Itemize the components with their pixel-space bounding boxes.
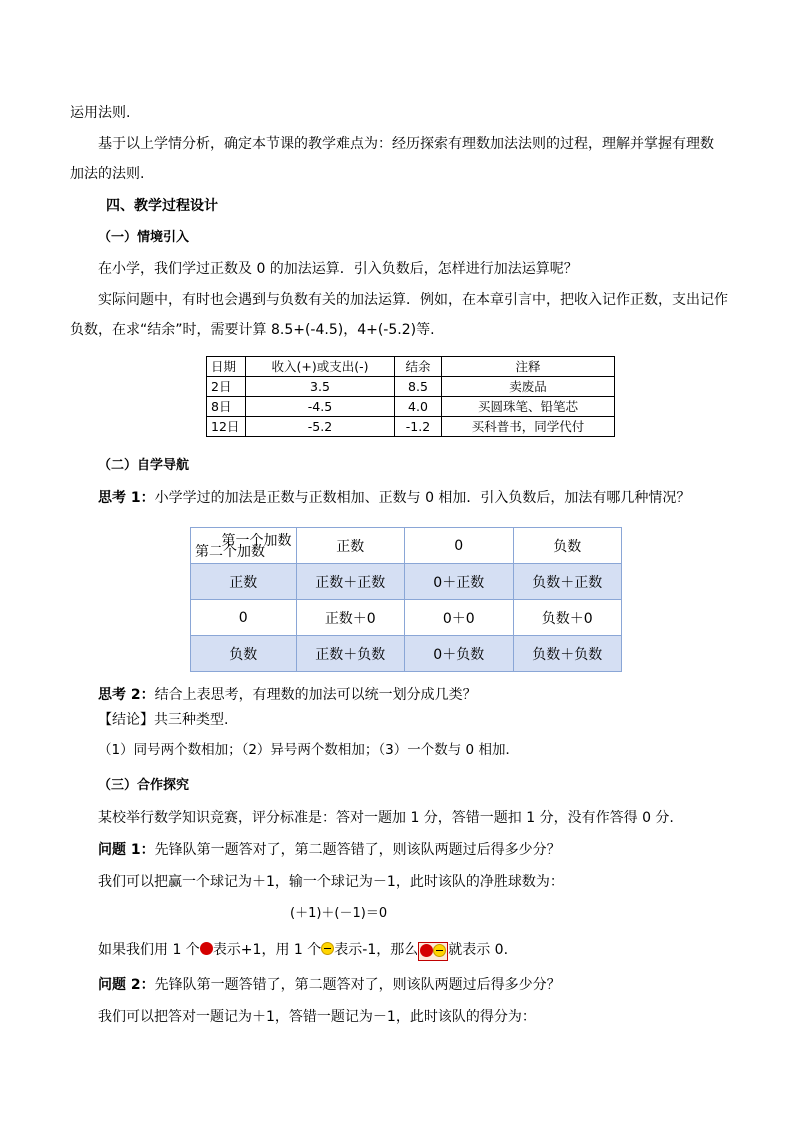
- paragraph-4b: 负数，在求“结余”时，需要计算 8.5+(-4.5)，4+(-5.2)等.: [70, 322, 435, 338]
- header-cell: 正数: [296, 528, 404, 564]
- table-row: [207, 377, 615, 397]
- table-cell: 2日: [207, 377, 246, 397]
- question-1-label: 问题 1：: [98, 842, 155, 858]
- addition-cases-table: [190, 527, 622, 672]
- header-cell: 结余: [395, 357, 442, 377]
- subheading-2: （二）自学导航: [98, 458, 190, 473]
- income-table: [206, 356, 615, 437]
- table-cell: 买圆珠笔、铅笔芯: [442, 397, 615, 417]
- question-1-text: 先锋队第一题答对了，第二题答错了，则该队两题过后得多少分？: [154, 842, 561, 858]
- question-2-text: 先锋队第一题答错了，第二题答对了，则该队两题过后得多少分？: [154, 977, 561, 993]
- equation-1: (＋1)＋(－1)＝0: [290, 906, 388, 921]
- corner-bottom-label: 第二个加数: [195, 544, 265, 560]
- table-cell: 正数＋0: [296, 600, 404, 636]
- red-ball-icon: [200, 942, 213, 955]
- table-cell: 0＋负数: [405, 636, 513, 672]
- question-1: [98, 840, 561, 860]
- header-cell: 收入(+)或支出(-): [246, 357, 395, 377]
- conclusion-text: 共三种类型.: [154, 712, 229, 728]
- conclusion: [98, 710, 228, 730]
- row-label: 0: [191, 600, 297, 636]
- section-heading-4: 四、教学过程设计: [106, 198, 218, 214]
- table-cell: 8日: [207, 397, 246, 417]
- paragraph-7-part-c: 表示-1，那么: [334, 942, 419, 958]
- paragraph-difficulty-1: 基于以上学情分析，确定本节课的教学难点为：经历探索有理数加法法则的过程，理解并掌握有理数: [98, 136, 714, 152]
- table-row: [207, 397, 615, 417]
- think-2: [98, 685, 477, 705]
- table-cell: 0＋0: [405, 600, 513, 636]
- question-2-label: 问题 2：: [98, 977, 155, 993]
- paragraph-4a: 实际问题中，有时也会遇到与负数有关的加法运算．例如，在本章引言中，把收入记作正数，支出记作: [98, 292, 728, 308]
- table-cell: 卖废品: [442, 377, 615, 397]
- table-cell: 负数＋0: [513, 600, 622, 636]
- header-cell: 日期: [207, 357, 246, 377]
- row-label: 正数: [191, 564, 297, 600]
- think-2-label: 思考 2：: [98, 687, 155, 703]
- table-row: [191, 564, 622, 600]
- table-cell: 4.0: [395, 397, 442, 417]
- table-cell: 3.5: [246, 377, 395, 397]
- think-1-text: 小学学过的加法是正数与正数相加、正数与 0 相加．引入负数后，加法有哪几种情况？: [154, 490, 691, 506]
- table-cell: -1.2: [395, 417, 442, 437]
- table-cell: 负数＋正数: [513, 564, 622, 600]
- addition-types: （1）同号两个数相加；（2）异号两个数相加；（3）一个数与 0 相加．: [98, 742, 519, 758]
- question-2: [98, 975, 561, 995]
- paragraph-3: 在小学，我们学过正数及 0 的加法运算．引入负数后，怎样进行加法运算呢？: [98, 261, 578, 277]
- paragraph-7-part-a: 如果我们用 1 个: [98, 942, 200, 958]
- row-label: 负数: [191, 636, 297, 672]
- paragraph-5: 某校举行数学知识竞赛，评分标准是：答对一题加 1 分，答错一题扣 1 分，没有作答得 0 分.: [98, 810, 674, 826]
- think-1-label: 思考 1：: [98, 490, 155, 506]
- table-row: [191, 600, 622, 636]
- corner-cell: [191, 528, 297, 564]
- table-row: [207, 417, 615, 437]
- yellow-ball-icon: [321, 942, 334, 955]
- table-cell: 0＋正数: [405, 564, 513, 600]
- corner-top-label: 第一个加数: [221, 533, 292, 549]
- subheading-1: （一）情境引入: [98, 230, 190, 245]
- table-header-row: [191, 528, 622, 564]
- subheading-3: （三）合作探究: [98, 778, 190, 793]
- table-row: [191, 636, 622, 672]
- think-2-text: 结合上表思考，有理数的加法可以统一划分成几类？: [154, 687, 477, 703]
- red-ball-icon: [420, 944, 433, 957]
- paragraph-7-part-d: 就表示 0.: [448, 942, 509, 958]
- table-cell: 正数＋正数: [296, 564, 404, 600]
- paragraph-6: 我们可以把赢一个球记为＋1，输一个球记为－1，此时该队的净胜球数为：: [98, 874, 564, 890]
- table-cell: 买科普书，同学代付: [442, 417, 615, 437]
- yellow-ball-icon: [433, 944, 446, 957]
- think-1: [98, 488, 690, 508]
- table-cell: -4.5: [246, 397, 395, 417]
- header-cell: 注释: [442, 357, 615, 377]
- header-cell: 负数: [513, 528, 622, 564]
- conclusion-label: 【结论】: [98, 712, 154, 728]
- table-cell: 正数＋负数: [296, 636, 404, 672]
- paragraph-intro-end: 运用法则.: [70, 105, 131, 121]
- paragraph-7-part-b: 表示+1，用 1 个: [212, 942, 322, 958]
- paragraph-8: 我们可以把答对一题记为＋1，答错一题记为－1，此时该队的得分为：: [98, 1009, 536, 1025]
- table-cell: 负数＋负数: [513, 636, 622, 672]
- table-header-row: [207, 357, 615, 377]
- table-cell: 12日: [207, 417, 246, 437]
- table-cell: 8.5: [395, 377, 442, 397]
- table-cell: -5.2: [246, 417, 395, 437]
- header-cell: 0: [405, 528, 513, 564]
- paragraph-difficulty-2: 加法的法则.: [70, 166, 145, 182]
- zero-pair-box: [418, 942, 448, 961]
- paragraph-7: [98, 940, 508, 961]
